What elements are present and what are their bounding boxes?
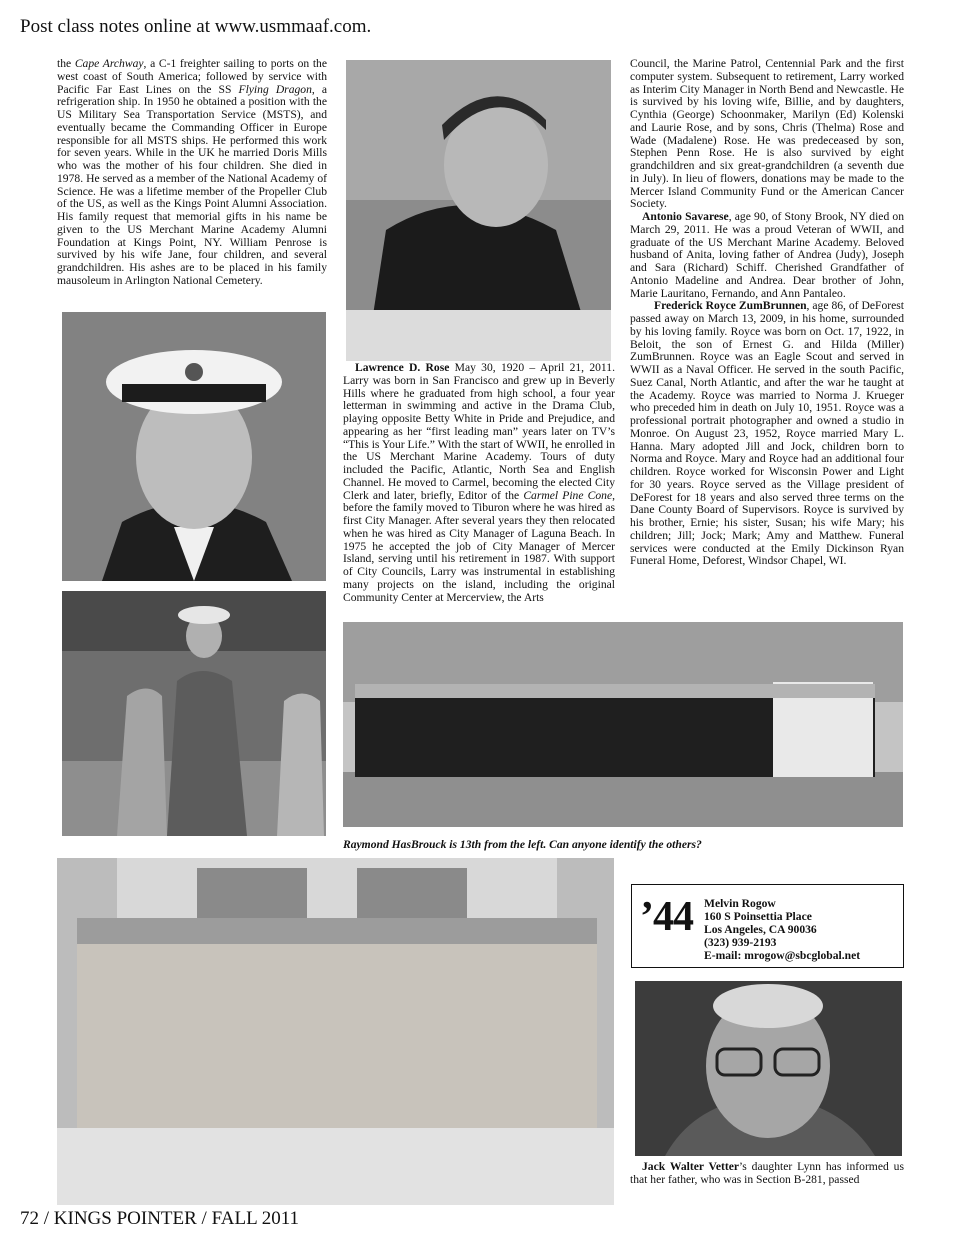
zumbrunnen-obituary: Frederick Royce ZumBrunnen, age 86, of DeForest passed away on March 13, 2009, in his home, surrounded by his loving family. Royce was born on Oct. 17, 1922, in Beloit, the son of Ernest G. and Hilda (Miller) ZumBrunnen. Royce was an Eagle Scout and served in WWII as a Naval Officer. He served in the south Pacific, Suez Canal, North Atlantic, and after the war he taught at the Academy. Royce was married to Norma J. Krueger who preceded him in death on July 10, 1951. Royce was a professional portrait photographer and owned a studio in Monroe. On August 23, 1952, Royce married Mary L. Hanna. Mary adopted Jill and Jock, children born to Norma and Royce. Mary and Royce had an additional four children. Royce worked for Wisconsin Power and Light for 30 years. Royce served as the Village president of DeForest for 18 years and also served three terms on the Dane County Board of Supervisors. Royce is survived by his brother, Ernie; his sister, Susan; his wife Mary; his children; Jill; Jock; Mark; Amy and Matthew. Funeral services were conducted at the Emily Dickinson Ryan Funeral Home, Deforest, Windsor Chapel, WI. (630, 299, 904, 568)
secretary-email: E-mail: mrogow@sbcglobal.net (704, 948, 861, 962)
page-header: Post class notes online at www.usmmaaf.com. (20, 16, 372, 37)
savarese-obituary: Antonio Savarese, age 90, of Stony Brook, NY died on March 29, 2011. He was a proud Veteran of WWII, and graduate of the US Merchant Marine Academy. Beloved husband of Anita, loving father of Andrea (Judy), Joseph and Sara (Richard) Schiff. Cherished Grandfather of Antonio Madeline and Andrea. Dear brother of John, Marie Lauritano, Fernando, and Ann Pantaleo. (630, 210, 905, 300)
right-column-obituaries (630, 58, 904, 568)
obituary-name: Frederick Royce ZumBrunnen (654, 299, 807, 313)
secretary-phone: (323) 939-2193 (704, 935, 777, 949)
rose-obituary: Lawrence D. Rose May 30, 1920 – April 21, 2011. Larry was born in San Francisco and grew up in Beverly Hills where he graduated from high school, a four year letterman in swimming and active in the Drama Club, playing opposite Betty White in Pride and Prejudice, and appearing as her “first leading man” years later on TV’s “This is Your Life.” With the start of WWII, he enrolled in the US Merchant Marine Academy. Tours of duty included the Pacific, Atlantic, North Sea and English Channel. He moved to Carmel, becoming the elected City Clerk and later, briefly, Editor of the Carmel Pine Cone, before the family moved to Tiburon where he was hired as first City Manager. After several years they then relocated when he was hired as City Manager of Laguna Beach. In 1975 he accepted the job of City Manager of Mercer Island, serving until his retirement in 1987. With support of City Councils, Larry was instrumental in establishing many projects on the island, including the original Community Center at Mercerview, the Arts (343, 361, 616, 604)
class-secretary-address (704, 897, 860, 962)
photo-group-cadets-dark-uniforms (343, 622, 903, 827)
penrose-obituary-continued: the Cape Archway, a C-1 freighter sailing to ports on the west coast of South America; followed by service with Pacific Far East Lines on the SS Flying Dragon, a refrigeration ship. In 1950 he obtained a position with the US Military Sea Transportation Service (MSTS), and eventually became the Commanding Officer in Europe responsible for all MSTS ships. He performed this work for seven years. While in the UK he married Doris Mills who was the mother of his four children. She died in 1978. He served as a member of the National Academy of Science. He was a lifetime member of the Propeller Club of the US, as well as the Kings Point Alumni Association. His family request that memorial gifts in his name be given to the US Merchant Marine Academy Alumni Foundation at Kings Point, NY. William Penrose is survived by his wife Jane, four children, and several grandchildren. His ashes are to be placed in his family mausoleum in Arlington National Cemetery. (57, 57, 328, 287)
photo-officer-walking (62, 591, 326, 836)
rose-obituary-continued: Council, the Marine Patrol, Centennial Park and the first computer system. Subsequent to retirement, Larry worked as Interim City Manager in North Bend and Newcastle. He is survived by his loving wife, Billie, and by daughters, Cynthia (George) Schoonmaker, Marilyn (Ed) Kolenski and Laurie Rose, and by sons, Chris (Thelma) Rose and Wade (Madalene) Rose. He was predeceased by son, Stephen Penn Rose. He is also survived by eight grandchildren and six great-grandchildren (a seventh due in July). In lieu of flowers, donations may be made to the Mercer Island Community Fund or the American Cancer Society. (630, 57, 904, 211)
newspaper-title: Carmel Pine Cone (523, 488, 613, 502)
vetter-obituary: Jack Walter Vetter’s daughter Lynn has informed us that her father, who was in Section B-281, passed (630, 1160, 904, 1186)
group-photo-caption: Raymond HasBrouck is 13th from the left. Can anyone identify the others? (343, 838, 702, 851)
class-year-contact-box (631, 884, 904, 968)
portrait-photo-young-officer (62, 312, 326, 581)
secretary-city: Los Angeles, CA 90036 (704, 922, 817, 936)
secretary-name: Melvin Rogow (704, 897, 776, 910)
obituary-name: Lawrence D. Rose (355, 361, 450, 374)
page-footer: 72 / KINGS POINTER / FALL 2011 (20, 1208, 300, 1229)
photo-jack-walter-vetter (635, 981, 902, 1156)
obituary-name: Antonio Savarese (642, 210, 729, 223)
ship-name: Flying Dragon (238, 82, 312, 96)
photo-group-cadets-on-steps (57, 858, 614, 1205)
photo-rose-at-desk (346, 60, 611, 361)
secretary-street: 160 S Poinsettia Place (704, 909, 812, 923)
obituary-name: Jack Walter Vetter (642, 1160, 739, 1173)
ship-name: Cape Archway (74, 57, 144, 70)
class-year: ’44 (640, 894, 693, 940)
